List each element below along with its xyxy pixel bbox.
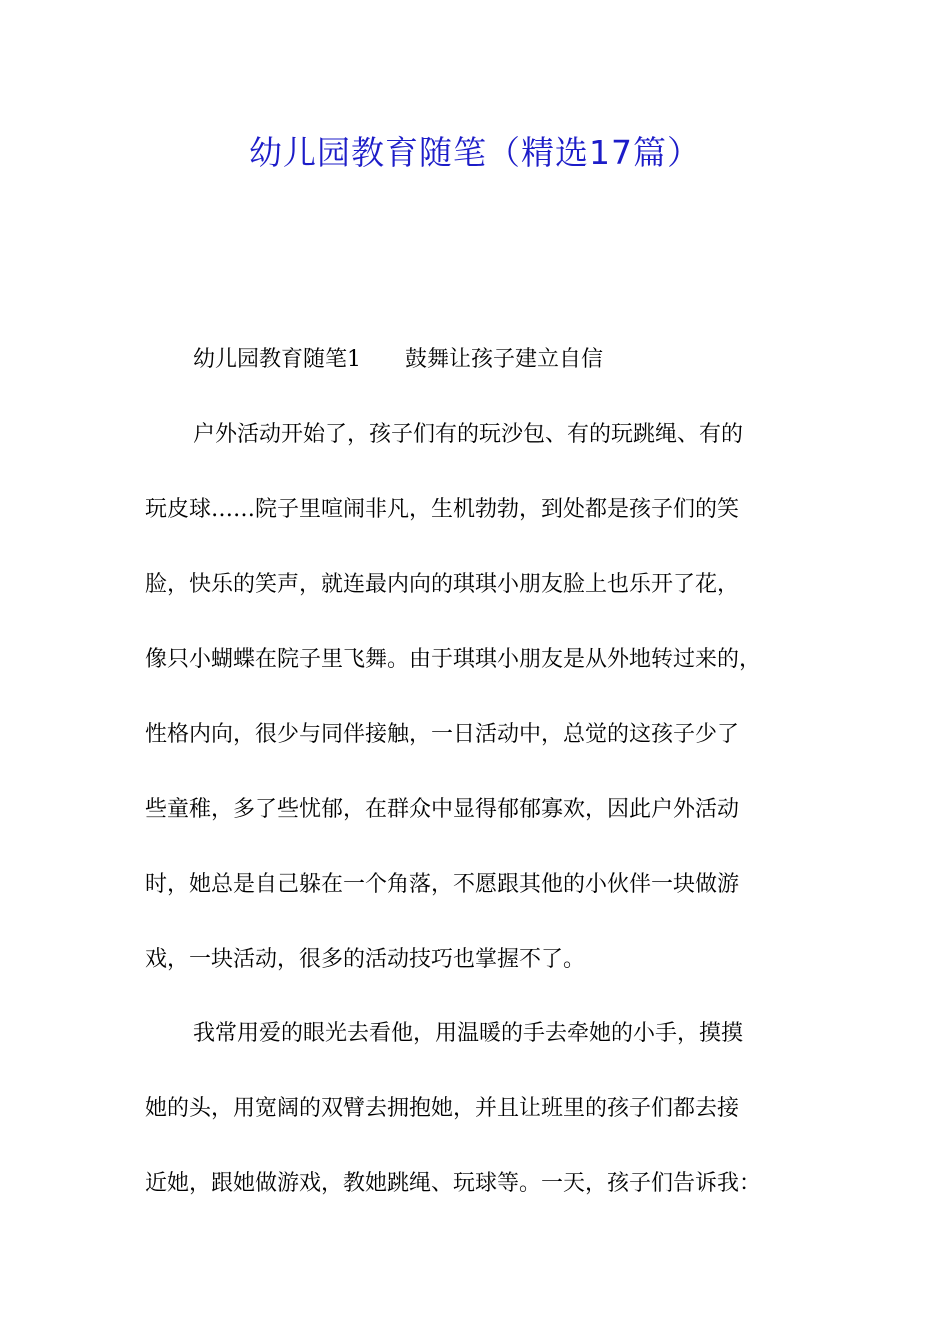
paragraph-line: 玩皮球……院子里喧闹非凡，生机勃勃，到处都是孩子们的笑 — [145, 497, 740, 522]
paragraph-line: 些童稚，多了些忧郁，在群众中显得郁郁寡欢，因此户外活动 — [145, 797, 740, 822]
paragraph-line: 我常用爱的眼光去看他，用温暖的手去牵她的小手，摸摸 — [193, 1021, 744, 1046]
paragraph-line: 时，她总是自己躲在一个角落，不愿跟其他的小伙伴一块做游 — [145, 872, 740, 897]
paragraph-line: 户外活动开始了，孩子们有的玩沙包、有的玩跳绳、有的 — [193, 422, 744, 447]
paragraph-line: 像只小蝴蝶在院子里飞舞。由于琪琪小朋友是从外地转过来的， — [145, 647, 762, 672]
section-heading: 幼儿园教育随笔1 鼓舞让孩子建立自信 — [193, 347, 603, 372]
paragraph-line: 近她，跟她做游戏，教她跳绳、玩球等。一天，孩子们告诉我： — [145, 1171, 762, 1196]
paragraph-line: 性格内向，很少与同伴接触，一日活动中，总觉的这孩子少了 — [145, 722, 740, 747]
paragraph-line: 脸，快乐的笑声，就连最内向的琪琪小朋友脸上也乐开了花， — [145, 572, 740, 597]
paragraph-line: 她的头，用宽阔的双臂去拥抱她，并且让班里的孩子们都去接 — [145, 1096, 740, 1121]
page-title: 幼儿园教育随笔（精选17篇） — [249, 133, 701, 172]
paragraph-line: 戏，一块活动，很多的活动技巧也掌握不了。 — [145, 947, 586, 972]
